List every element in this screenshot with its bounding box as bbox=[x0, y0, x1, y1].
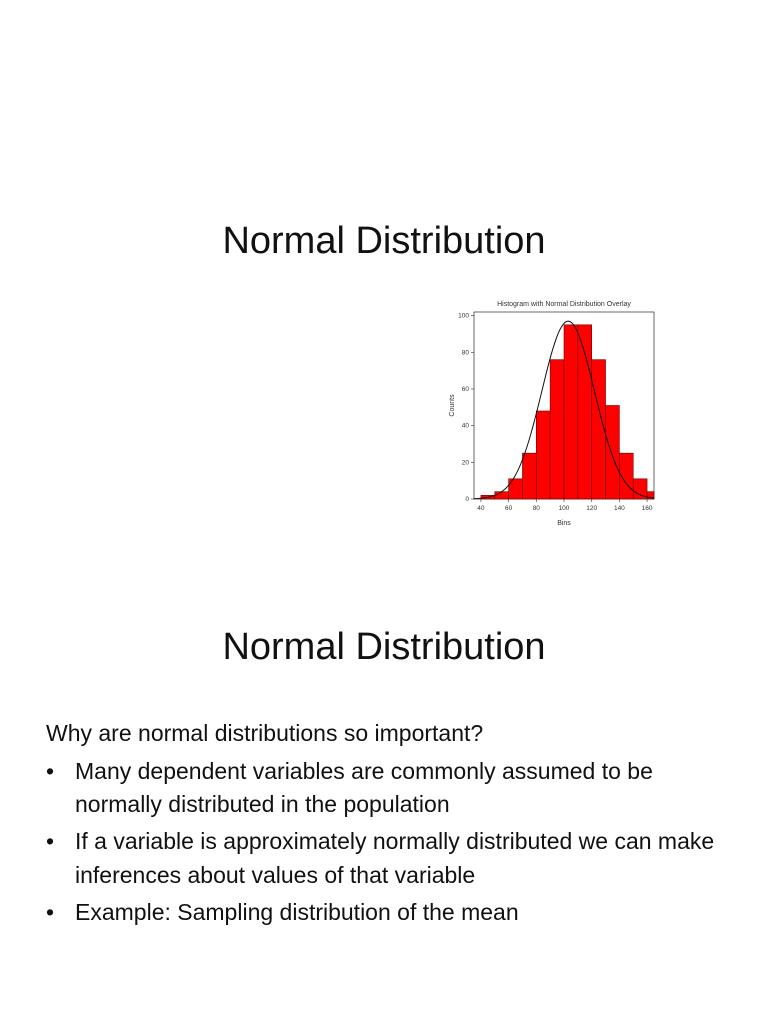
y-tick-label: 100 bbox=[458, 312, 469, 320]
histogram-bar bbox=[578, 325, 592, 499]
y-tick-label: 40 bbox=[461, 422, 469, 430]
slide-title: Normal Distribution bbox=[222, 220, 546, 262]
x-tick-label: 100 bbox=[558, 505, 570, 512]
histogram-bar bbox=[522, 453, 536, 499]
bullet-text: Many dependent variables are commonly assumed to be normally distributed in the population bbox=[75, 757, 653, 817]
bullet-list bbox=[46, 755, 736, 930]
y-tick-label: 80 bbox=[461, 349, 469, 357]
histogram-bar bbox=[495, 492, 509, 499]
bullet-item bbox=[46, 825, 736, 892]
x-axis-label: Bins bbox=[557, 520, 571, 527]
y-tick-label: 0 bbox=[465, 496, 469, 503]
bullet-item bbox=[46, 755, 736, 822]
histogram-bar bbox=[564, 325, 578, 499]
x-tick-label: 120 bbox=[586, 505, 598, 512]
x-tick-label: 40 bbox=[477, 505, 485, 512]
chart-title: Histogram with Normal Distribution Overlay bbox=[497, 301, 631, 308]
slide-body bbox=[46, 716, 736, 933]
histogram-bar bbox=[606, 406, 620, 500]
bullet-text: If a variable is approximately normally distributed we can make inferences about values of that variable bbox=[75, 828, 715, 888]
histogram-bar bbox=[550, 360, 564, 499]
histogram-bar bbox=[633, 479, 647, 499]
bullet-item bbox=[46, 896, 736, 929]
x-tick-label: 80 bbox=[532, 505, 540, 512]
intro-question: Why are normal distributions so important? bbox=[46, 720, 484, 746]
bullet-text: Example: Sampling distribution of the mean bbox=[75, 898, 519, 925]
y-tick-label: 60 bbox=[461, 386, 469, 393]
bullet-icon: • bbox=[46, 898, 55, 925]
histogram-svg bbox=[440, 296, 660, 532]
histogram-bar bbox=[592, 360, 606, 499]
histogram-chart bbox=[440, 296, 660, 532]
slide-title-2: Normal Distribution bbox=[222, 626, 546, 668]
bullet-icon: • bbox=[46, 828, 55, 855]
y-tick-label: 20 bbox=[461, 459, 469, 467]
x-tick-label: 140 bbox=[613, 505, 625, 512]
bullet-icon: • bbox=[46, 757, 55, 784]
x-tick-label: 60 bbox=[504, 505, 513, 512]
histogram-bar bbox=[536, 411, 550, 499]
x-tick-label: 160 bbox=[641, 505, 653, 512]
y-axis-label: Counts bbox=[449, 394, 456, 417]
